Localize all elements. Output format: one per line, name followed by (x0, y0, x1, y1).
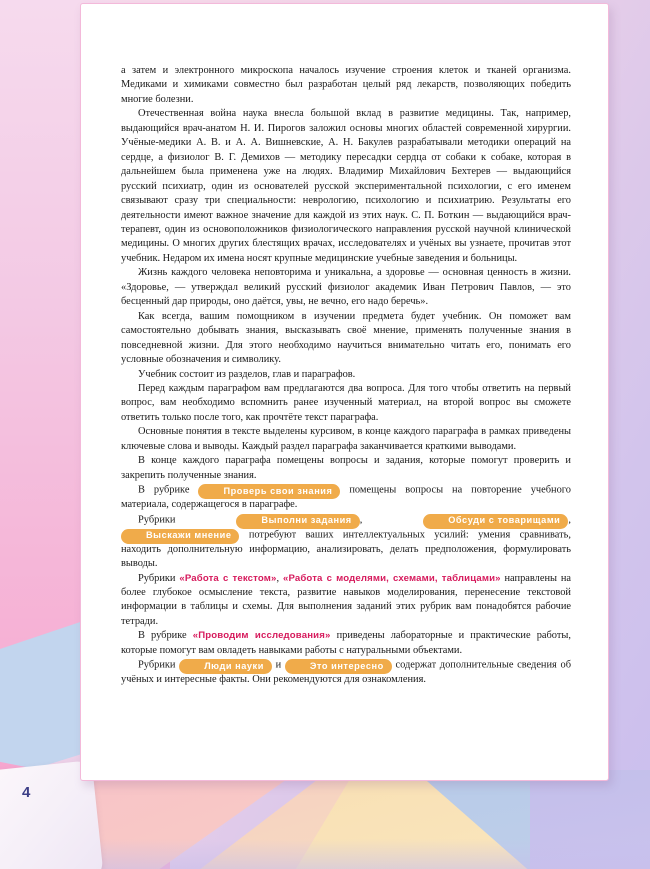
rubric-lead-text: В рубрике (138, 630, 187, 642)
rubric-tail-text: направлены на более глубокое осмысление текста, развитие навыков моделирования, перенесение текстовой информации в таблицы и схемы. Для выполнения заданий этих рубрик вам понадобятся рабочие тетради. (121, 572, 572, 627)
paragraph-5: Учебник состоит из разделов, глав и параграфов. (138, 368, 356, 380)
rubric-separator: , (276, 572, 280, 584)
rubric-paragraph-check-knowledge (121, 483, 571, 512)
page-text-body (121, 64, 571, 688)
rubric-tail-text: приведены лабораторные и практические работы, которые помогут вам овладеть навыками работы с натуральными объектами. (121, 630, 571, 656)
rubric-separator: , (568, 514, 571, 526)
rubric-lead-text: В рубрике (138, 484, 190, 496)
rubric-paragraph-text-work (121, 572, 571, 630)
rubric-tail-text: потребуют ваших интеллектуальных усилий: умения сравнивать, находить дополнительную информацию, анализировать, делать предположения, формулировать выводы. (121, 529, 572, 570)
badge-express-opinion[interactable]: Выскажи мнение (121, 529, 239, 544)
paragraph-3: Жизнь каждого человека неповторима и уникальна, а здоровье — основная ценность в жизни. «Здоровье, — утверждал великий русский физиолог академик Иван Петрович Павлов, — это бесценный дар природы, оно даётся, увы, не вечно, его надо беречь». (121, 267, 571, 308)
page-number: 4 (22, 784, 31, 801)
rubric-paragraph-science-people (121, 658, 571, 687)
badge-discuss-with-classmates[interactable]: Обсуди с товарищами (423, 514, 568, 529)
paragraph-6: Перед каждым параграфом вам предлагаются два вопроса. Для того чтобы ответить на первый вопрос, вам необходимо вспомнить ранее изученный материал, на второй вопрос вы сможете ответить только после того, как прочтёте текст параграфа. (121, 382, 571, 423)
red-title-work-with-models: «Работа с моделями, схемами, таблицами» (282, 572, 501, 584)
red-title-work-with-text: «Работа с текстом» (179, 572, 277, 584)
red-title-we-conduct-research: «Проводим исследования» (192, 630, 331, 642)
rubric-lead-text: Рубрики (138, 514, 176, 526)
rubric-paragraph-tasks (121, 513, 571, 572)
rubric-tail-text: содержат дополнительные сведения об учёных и интересные факты. Они рекомендуются для ознакомления. (121, 659, 571, 686)
rubric-lead-text: Рубрики (138, 659, 176, 671)
badge-check-your-knowledge[interactable]: Проверь свои знания (198, 484, 340, 499)
paragraph-2: Отечественная война наука внесла большой вклад в развитие медицины. Так, например, выдающийся врач-анатом Н. И. Пирогов заложил основы многих областей современной хирургии. Учёные-медики А. В. и А. А. Вишневские, А. Н. Бакулев разрабатывали методики операций на сердце, а физиолог В. Г. Демихов — методику пересадки сердца от собаки к собаке, которая в дальнейшем была применена уже на людях. Владимир Михайлович Бехтерев — выдающийся русский психиатр, один из основателей русской экспериментальной психологии, с его именем связывают сразу три специальности: неврологию, психологию и психиатрию. Результаты его деятельности имеют важное значение для каждой из этих наук. С. П. Боткин — выдающийся врач-терапевт, один из основоположников физиологического направления русской научной клинической медицины. О многих других блестящих врачах, исследователях и учёных вы узнаете, прочитав этот учебник. Недаром их имена носят крупные медицинские учебные заведения и больницы. (121, 108, 571, 264)
rubric-paragraph-research (121, 629, 571, 658)
rubric-conjunction: и (275, 659, 282, 671)
rubric-lead-text: Рубрики (138, 572, 176, 584)
badge-do-the-tasks[interactable]: Выполни задания (236, 514, 359, 529)
page-sheet (80, 3, 609, 781)
paragraph-7: Основные понятия в тексте выделены курсивом, в конце каждого параграфа в рамках приведены ключевые слова и выводы. Каждый раздел параграфа заканчивается краткими выводами. (121, 426, 571, 452)
rubric-tail-text: помещены вопросы на повторение учебного материала, содержащегося в параграфе. (121, 484, 571, 511)
rubric-separator: , (359, 514, 363, 526)
paragraph-4: Как всегда, вашим помощником в изучении предмета будет учебник. Он поможет вам самостоятельно добывать знания, высказывать своё мнение, применять полученные знания в повседневной жизни. Для этого необходимо научиться внимательно читать его, понимать его условные обозначения и символику. (121, 310, 571, 366)
paragraph-1: а затем и электронного микроскопа началось изучение строения клеток и тканей организма. Медиками и химиками совместно был разработан целый ряд лекарств, позволяющих победить многие болезни. (121, 65, 571, 105)
badge-this-is-interesting[interactable]: Это интересно (285, 659, 392, 674)
paragraph-8: В конце каждого параграфа помещены вопросы и задания, которые помогут проверить и закрепить полученные знания. (121, 455, 571, 481)
badge-people-of-science[interactable]: Люди науки (179, 659, 272, 674)
